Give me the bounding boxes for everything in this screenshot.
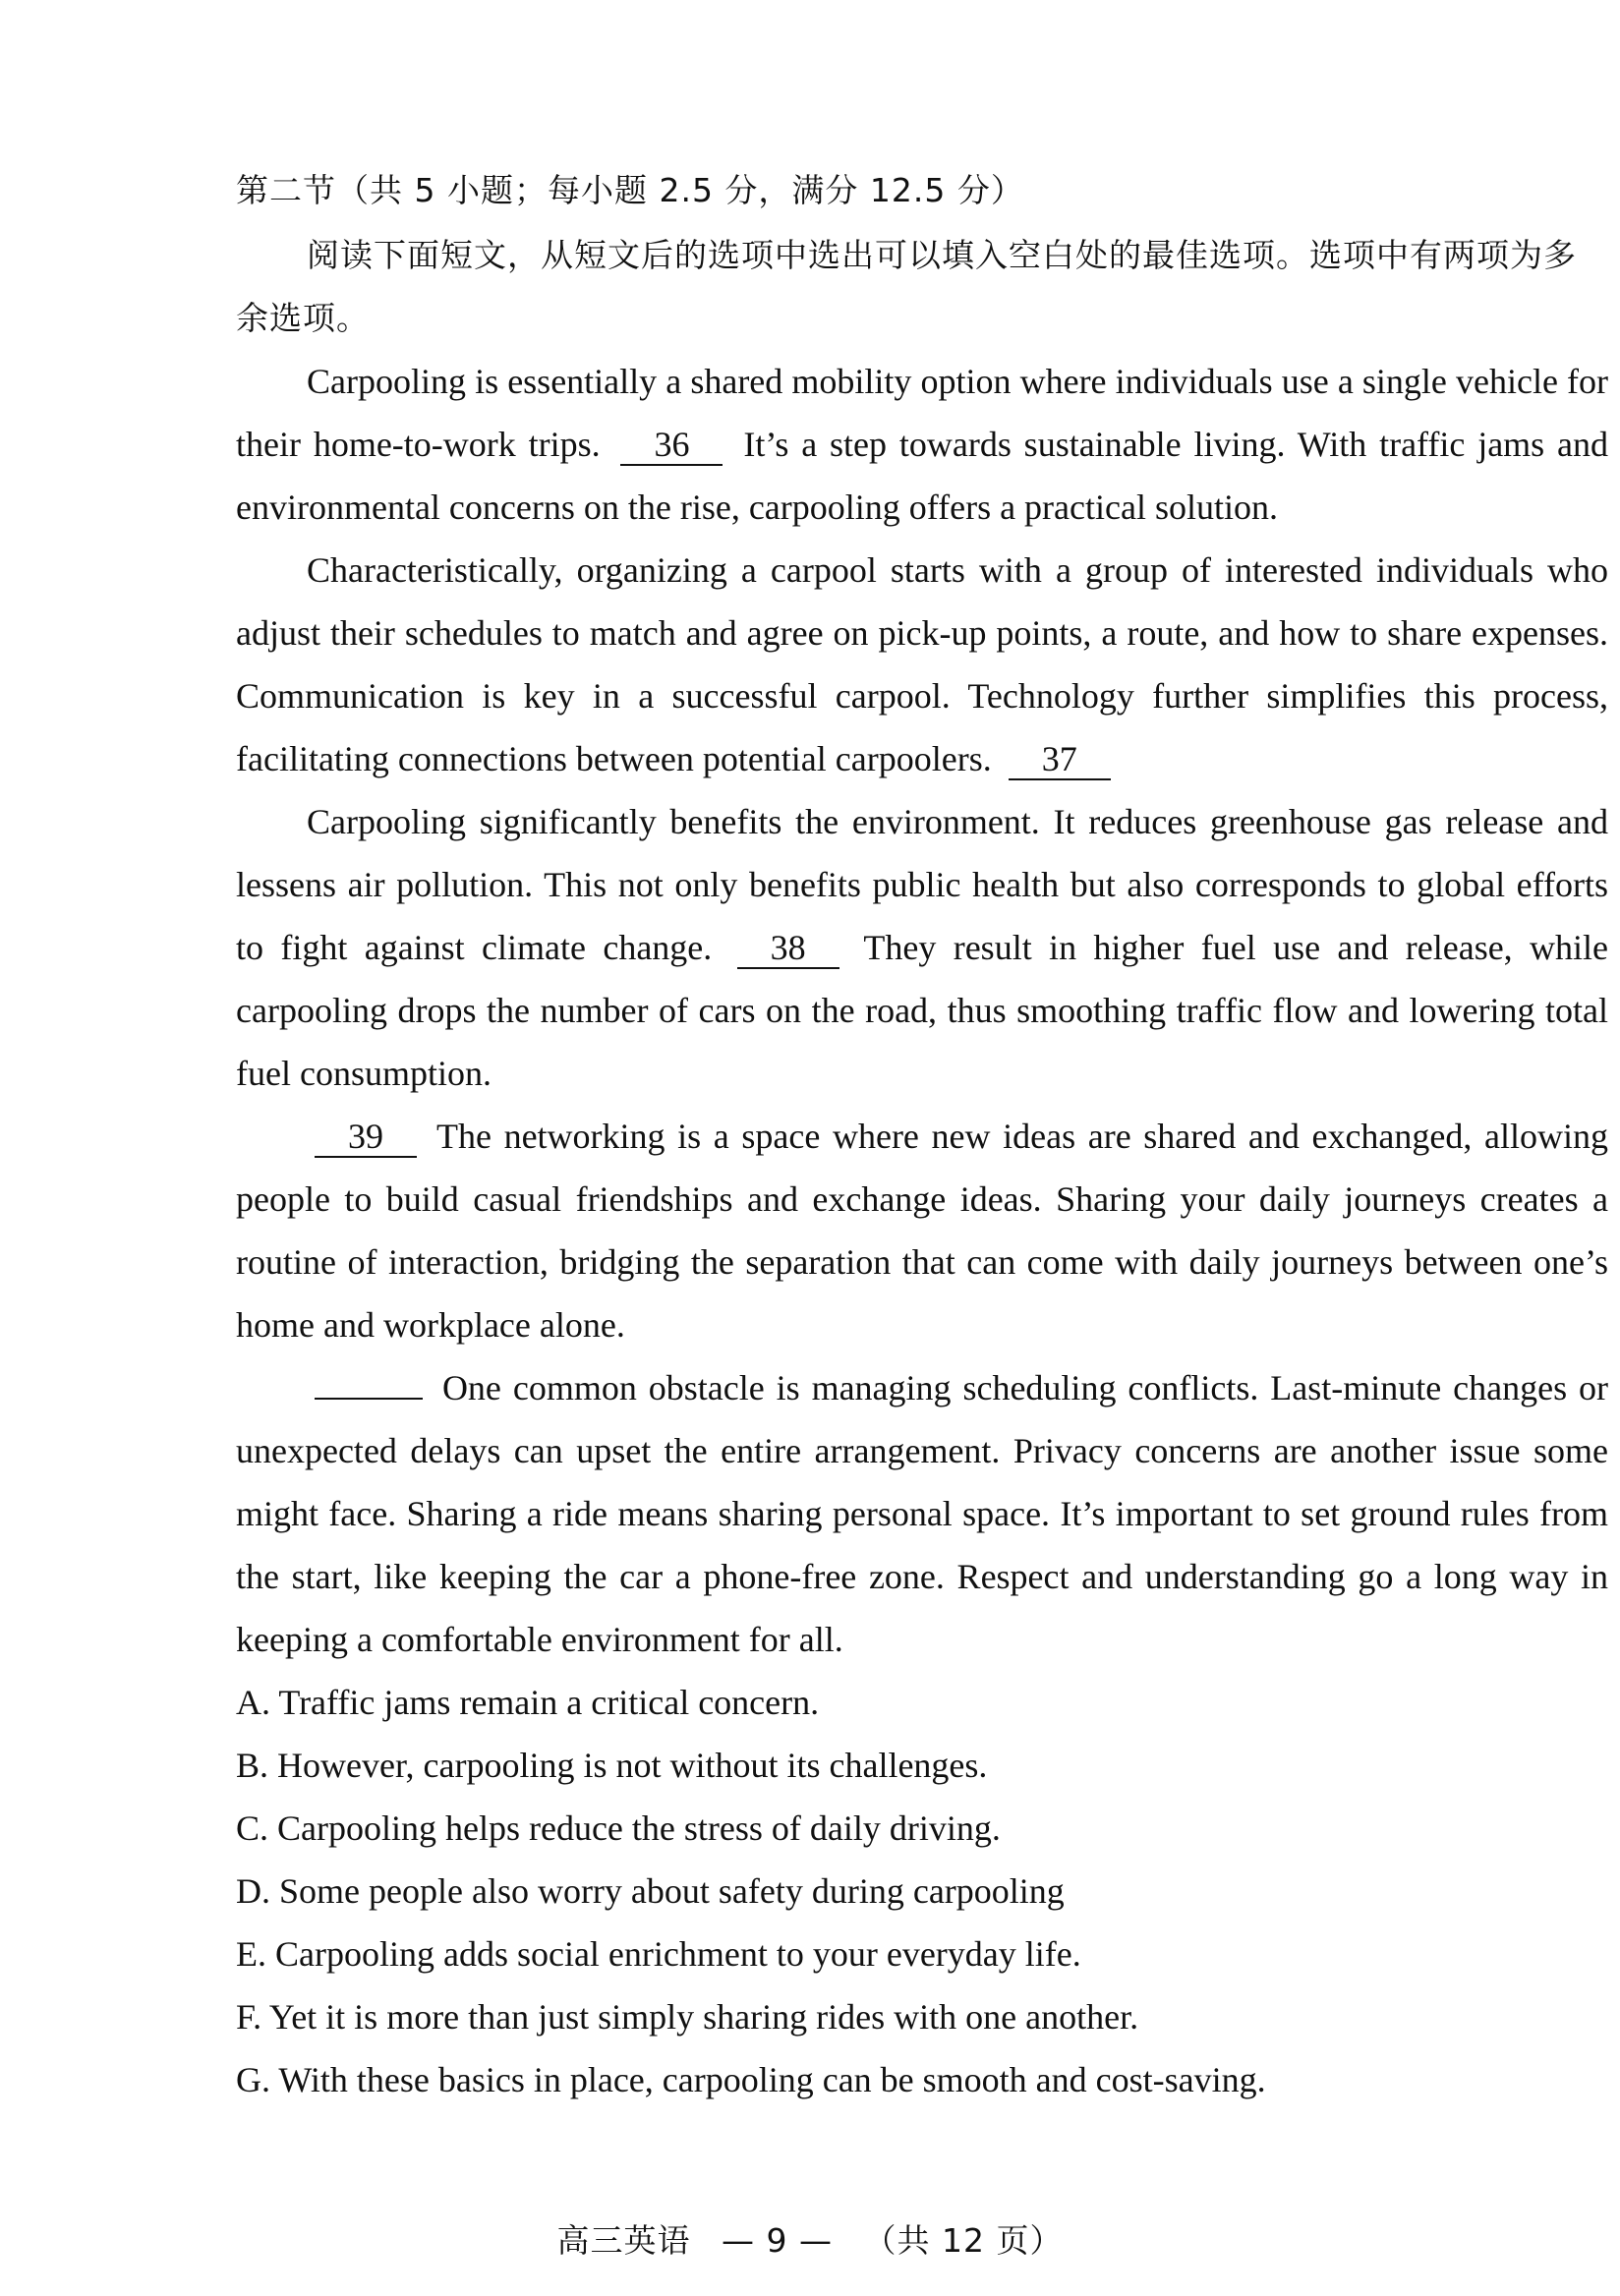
option-g: G. With these basics in place, carpooling can be smooth and cost-saving. (236, 2060, 1266, 2099)
option-b: B. However, carpooling is not without its challenges. (236, 1746, 988, 1785)
blank-36: 36 (620, 425, 723, 466)
passage-paragraph-1 (236, 350, 1608, 539)
paragraph-text: The networking is a space where new ideas are shared and exchanged, allowing people to build casual friendships and exchange ideas. Sharing your daily journeys creates a routine of interaction, bridging the separation that can come with daily journeys between one’s home and workplace alone. (236, 1117, 1608, 1345)
paragraph-text: Characteristically, organizing a carpool starts with a group of interested individuals who adjust their schedules to match and agree on pick-up points, a route, and how to share expenses. Communication is key in a successful carpool. Technology further simplifies this process, facilitating connections between potential carpoolers. (236, 550, 1608, 778)
option-a: A. Traffic jams remain a critical concern. (236, 1683, 820, 1722)
paragraph-text: One common obstacle is managing scheduling conflicts. Last-minute changes or unexpected delays can upset the entire arrangement. Privacy concerns are another issue some might face. Sharing a ride means sharing personal space. It’s important to set ground rules from the start, like keeping the car a phone-free zone. Respect and understanding go a long way in keeping a comfortable environment for all. (236, 1368, 1609, 1659)
paragraph-text: It’s a step towards sustainable living. With traffic jams and environmental concerns on the rise, carpooling offers a practical solution. (236, 425, 1609, 527)
option-d: D. Some people also worry about safety during carpooling (236, 1871, 1065, 1911)
exam-page (236, 157, 1608, 2111)
passage-paragraph-3 (236, 790, 1608, 1105)
option-f: F. Yet it is more than just simply sharing rides with one another. (236, 1997, 1139, 2037)
blank-39: 39 (315, 1117, 417, 1158)
option-e: E. Carpooling adds social enrichment to your everyday life. (236, 1934, 1081, 1974)
footer-subject: 高三英语 (556, 2221, 691, 2260)
footer-total-pages: （共 12 页） (863, 2221, 1064, 2260)
paragraph-text: Carpooling is essentially a shared mobility option where individuals use a single vehicle for their home-to-work trips. (236, 362, 1608, 464)
paragraph-text: Carpooling significantly benefits the environment. It reduces greenhouse gas release and lessens air pollution. This not only benefits public health but also corresponds to global efforts to fight against climate change. (236, 802, 1608, 967)
page-footer (0, 2215, 1620, 2262)
answer-options (236, 1671, 1608, 2111)
paragraph-text: They result in higher fuel use and release, while carpooling drops the number of cars on the road, thus smoothing traffic flow and lowering total fuel consumption. (236, 928, 1609, 1093)
option-c: C. Carpooling helps reduce the stress of daily driving. (236, 1808, 1001, 1848)
blank-38: 38 (737, 928, 839, 969)
blank-40 (315, 1398, 423, 1400)
footer-page-number: — 9 — (722, 2221, 833, 2260)
blank-37: 37 (1009, 739, 1111, 780)
section-title: 第二节（共 5 小题；每小题 2.5 分，满分 12.5 分） (236, 171, 1024, 209)
passage-paragraph-5 (236, 1356, 1608, 1671)
passage-paragraph-4 (236, 1105, 1608, 1356)
section-instructions: 阅读下面短文，从短文后的选项中选出可以填入空白处的最佳选项。选项中有两项为多余选项。 (236, 236, 1577, 337)
passage-paragraph-2 (236, 539, 1608, 790)
